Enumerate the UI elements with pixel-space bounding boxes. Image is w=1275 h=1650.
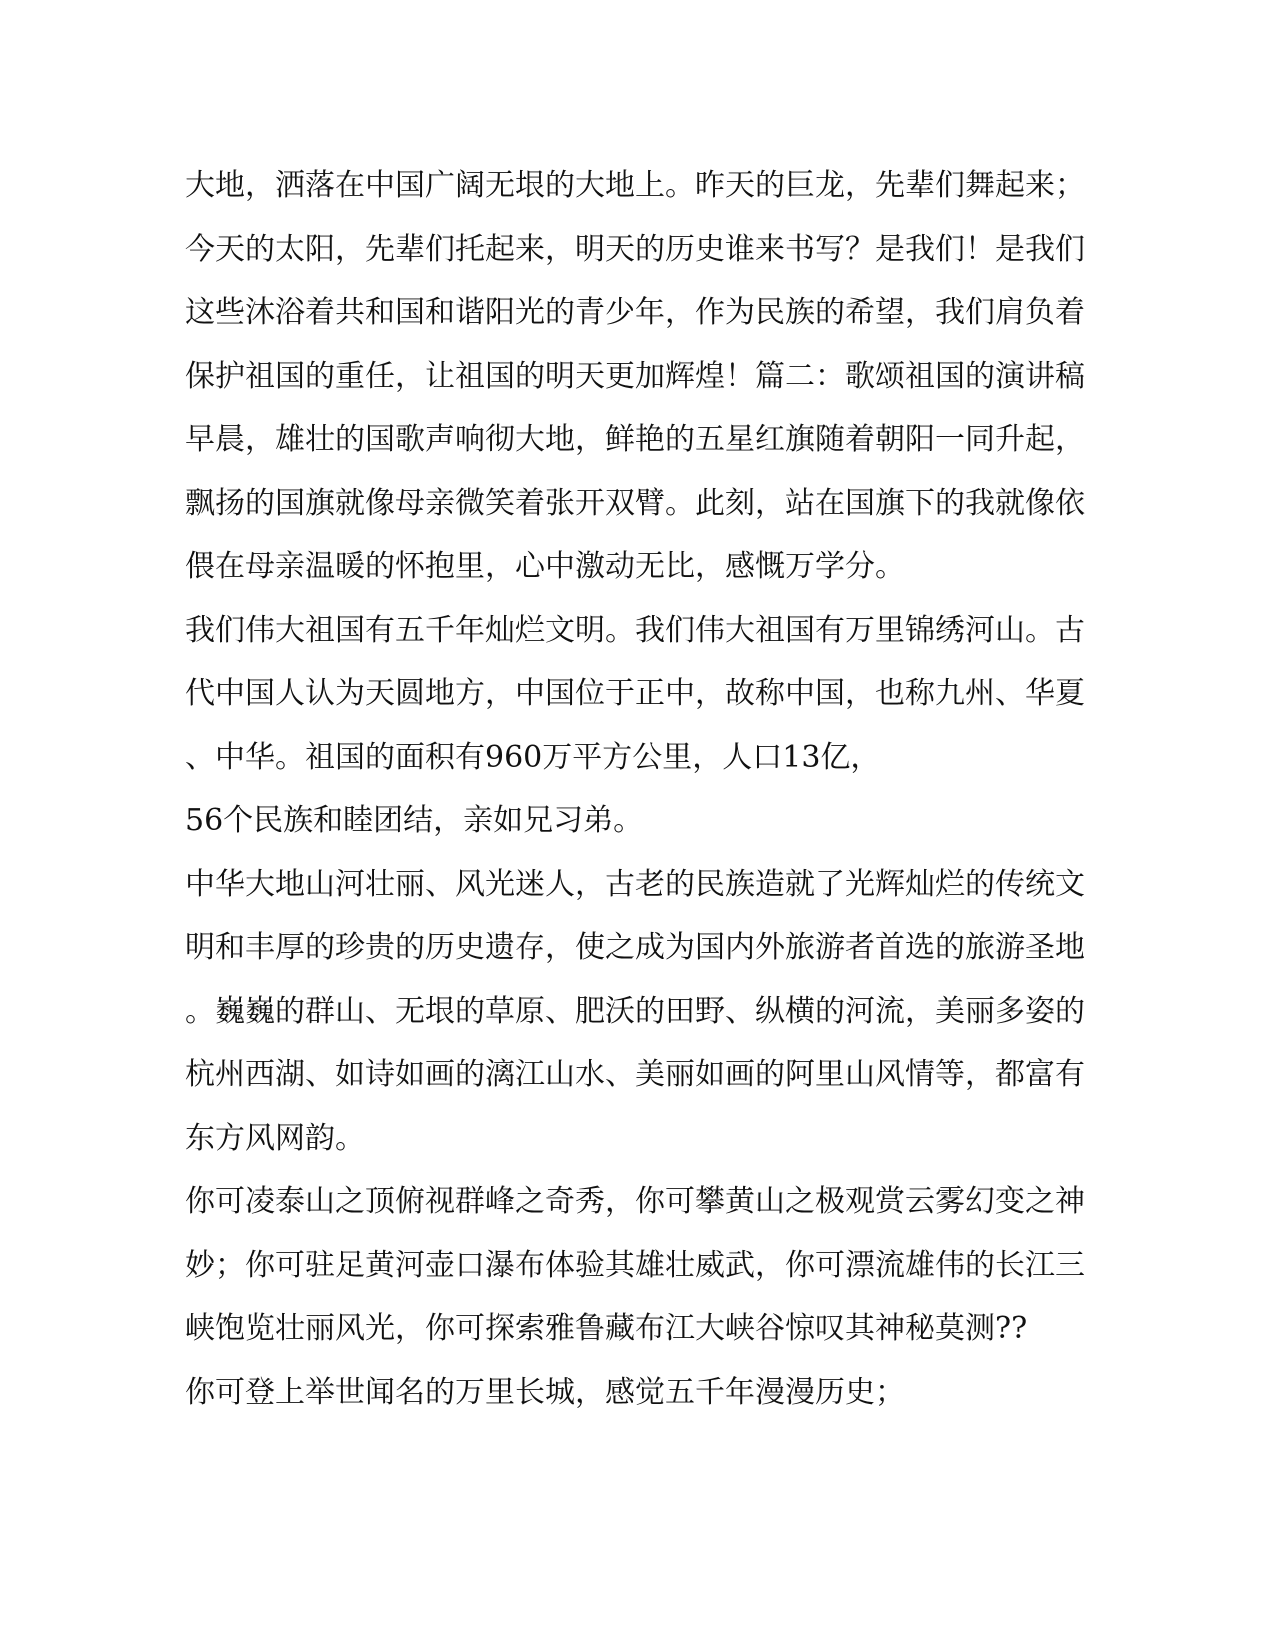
text-line: 这些沐浴着共和国和谐阳光的青少年，作为民族的希望，我们肩负着 xyxy=(185,295,1085,330)
text-line: 今天的太阳，先辈们托起来，明天的历史谁来书写？是我们！是我们 xyxy=(185,231,1085,267)
text-line: 。巍巍的群山、无垠的草原、肥沃的田野、纵横的河流，美丽多姿的 xyxy=(185,993,1085,1029)
text-line: 大地，洒落在中国广阔无垠的大地上。昨天的巨龙，先辈们舞起来； xyxy=(185,168,1085,203)
document-body xyxy=(185,164,1085,1434)
text-line: 杭州西湖、如诗如画的漓江山水、美丽如画的阿里山风情等，都富有 xyxy=(185,1057,1085,1092)
text-line: 你可登上举世闻名的万里长城，感觉五千年漫漫历史； xyxy=(185,1374,905,1410)
text-line: 保护祖国的重任，让祖国的明天更加辉煌！篇二：歌颂祖国的演讲稿 xyxy=(185,358,1085,394)
text-line: 偎在母亲温暖的怀抱里，心中激动无比，感慨万学分。 xyxy=(185,549,905,584)
text-line: 明和丰厚的珍贵的历史遗存，使之成为国内外旅游者首选的旅游圣地 xyxy=(185,930,1085,965)
text-line: 妙；你可驻足黄河壶口瀑布体验其雄壮威武，你可漂流雄伟的长江三 xyxy=(185,1247,1085,1283)
text-line: 东方风网韵。 xyxy=(185,1120,365,1156)
text-line: 飘扬的国旗就像母亲微笑着张开双臂。此刻，站在国旗下的我就像依 xyxy=(185,485,1085,521)
text-line: 代中国人认为天圆地方，中国位于正中，故称中国，也称九州、华夏 xyxy=(185,676,1085,711)
text-line: 、中华。祖国的面积有960万平方公里，人口13亿， xyxy=(185,739,881,775)
text-line: 峡饱览壮丽风光，你可探索雅鲁藏布江大峡谷惊叹其神秘莫测?? xyxy=(185,1311,1028,1346)
text-line: 我们伟大祖国有五千年灿烂文明。我们伟大祖国有万里锦绣河山。古 xyxy=(185,612,1085,648)
text-line: 你可凌泰山之顶俯视群峰之奇秀，你可攀黄山之极观赏云雾幻变之神 xyxy=(185,1184,1085,1219)
text-line: 56个民族和睦团结，亲如兄习弟。 xyxy=(185,803,644,838)
text-line: 早晨，雄壮的国歌声响彻大地，鲜艳的五星红旗随着朝阳一同升起， xyxy=(185,422,1085,457)
text-line: 中华大地山河壮丽、风光迷人，古老的民族造就了光辉灿烂的传统文 xyxy=(185,866,1085,902)
